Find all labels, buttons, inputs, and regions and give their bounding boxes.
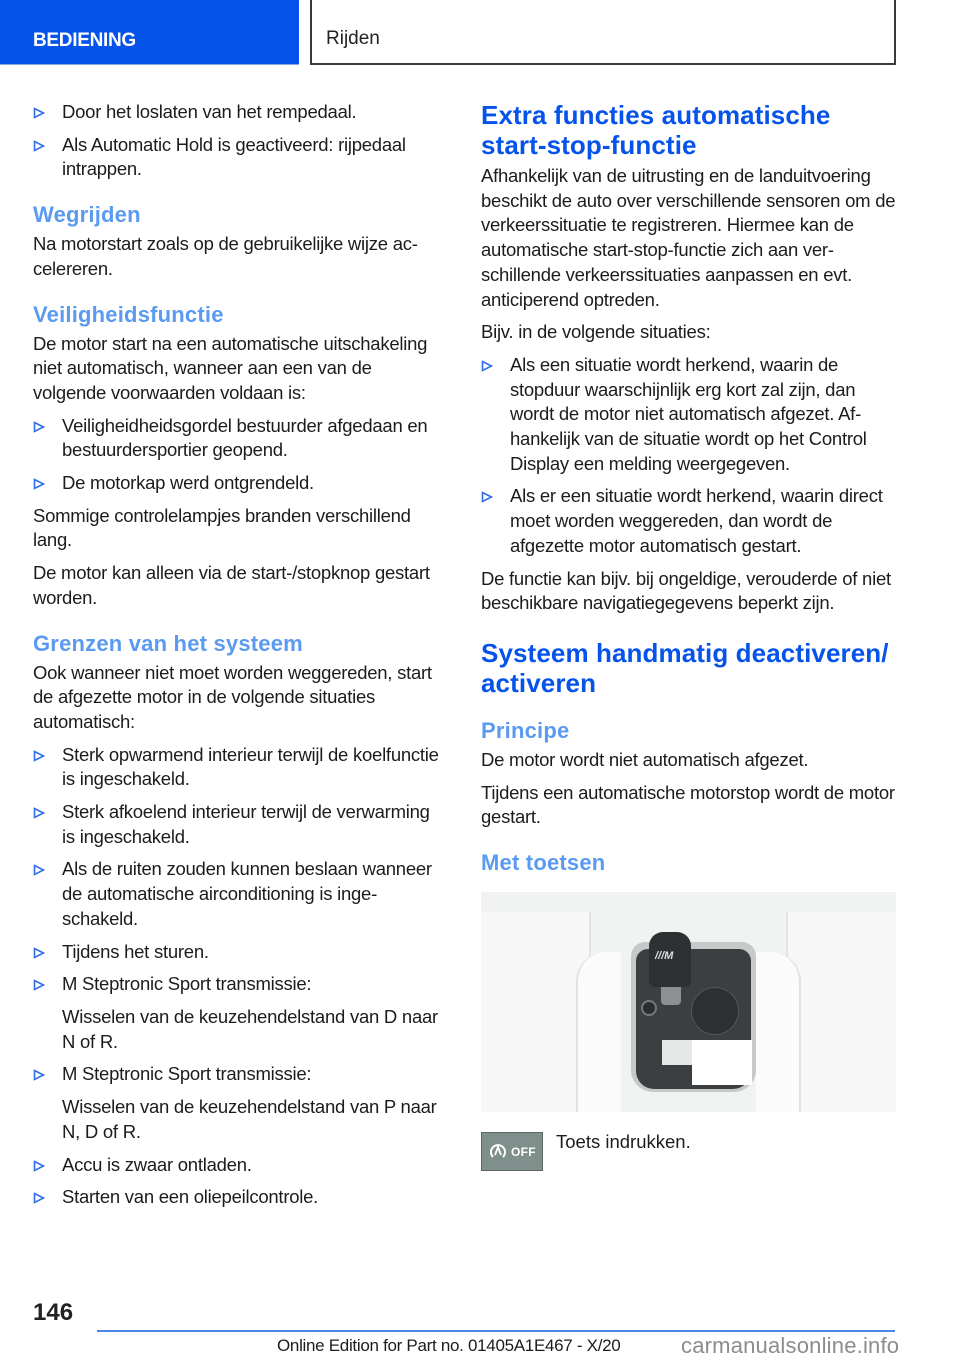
list-item: Tijdens het sturen. xyxy=(33,940,443,965)
triangle-bullet-icon xyxy=(33,107,45,119)
watermark: carmanualsonline.info xyxy=(681,1333,900,1358)
paragraph: Ook wanneer niet moet worden weggereden, start de afgezette motor in de volgende situaties automatisch: xyxy=(33,661,432,732)
auto-start-stop-off-key: OFF xyxy=(481,1132,543,1171)
list-item-detail: Wisselen van de keuzehendelstand van D naar N of R. xyxy=(62,1005,438,1052)
triangle-bullet-icon xyxy=(33,478,45,490)
triangle-bullet-icon xyxy=(33,807,45,819)
list-item: Door het loslaten van het rempedaal. xyxy=(33,100,443,125)
right-seat xyxy=(786,912,896,1112)
paragraph: De functie kan bijv. bij ongeldige, verouderde of niet beschikbare navigatiegegevens beperkt zijn. xyxy=(481,567,891,614)
triangle-bullet-icon xyxy=(33,1160,45,1172)
instruction-text: Toets indrukken. xyxy=(556,1131,691,1153)
start-stop-button xyxy=(641,1000,657,1016)
list-item: De motorkap werd ontgrendeld. xyxy=(33,471,443,496)
veiligheid-bullet-list xyxy=(33,414,443,496)
triangle-bullet-icon xyxy=(33,1069,45,1081)
section-tab xyxy=(0,0,299,65)
list-item: Veiligheidheidsgordel bestuurder afgedaan en bestuurdersportier geopend. xyxy=(33,414,443,463)
triangle-bullet-icon xyxy=(33,1192,45,1204)
left-column xyxy=(33,100,443,1218)
page-number: 146 xyxy=(33,1299,74,1326)
triangle-bullet-icon xyxy=(33,421,45,433)
footer-divider xyxy=(97,1330,895,1332)
list-item: M Steptronic Sport transmissie: Wisselen van de keuzehendelstand van D naar N of R. xyxy=(33,972,443,1054)
intro-bullet-list xyxy=(33,100,443,182)
edition-text: Online Edition for Part no. 01405A1E467 - X/20 xyxy=(277,1336,621,1355)
triangle-bullet-icon xyxy=(33,750,45,762)
instruction-row xyxy=(481,1132,896,1172)
heading-met-toetsen: Met toetsen xyxy=(481,850,606,876)
grenzen-bullet-list xyxy=(33,743,443,1210)
paragraph: Afhankelijk van de uitrusting en de landuitvoering beschikt de auto over verschillende sensoren om de verkeerssituatie te registreren. Hiermee kan de automatische start-stop-functie zich aan verschillende verkeerssituaties aanpassen en evt. anticiperend optreden. xyxy=(481,165,896,310)
list-item: Als Automatic Hold is geactiveerd: rijpedaal intrappen. xyxy=(33,133,443,182)
triangle-bullet-icon xyxy=(481,360,493,372)
heading-principe: Principe xyxy=(481,717,570,743)
list-item: Sterk opwarmend interieur terwijl de koelfunctie is ingeschakeld. xyxy=(33,743,443,792)
paragraph: De motor wordt niet automatisch afgezet. xyxy=(481,748,809,770)
auto-start-stop-icon xyxy=(488,1142,508,1162)
left-seat-bolster xyxy=(576,952,621,1112)
highlight-area xyxy=(662,1040,692,1065)
extra-bullet-list xyxy=(481,353,896,559)
idrive-controller xyxy=(691,987,739,1035)
section-title: BEDIENING xyxy=(33,30,136,51)
triangle-bullet-icon xyxy=(481,491,493,503)
chapter-title: Rijden xyxy=(326,28,380,49)
paragraph: Bijv. in de volgende situaties: xyxy=(481,321,711,343)
heading-grenzen: Grenzen van het systeem xyxy=(33,630,303,656)
right-column xyxy=(481,100,896,1172)
paragraph: De motor kan alleen via de start-/stopknop gestart worden. xyxy=(33,562,430,608)
left-seat xyxy=(481,912,591,1112)
heading-veiligheidsfunctie: Veiligheidsfunctie xyxy=(33,301,224,327)
list-item: M Steptronic Sport transmissie: Wisselen van de keuzehendelstand van P naar N, D of R. xyxy=(33,1062,443,1144)
paragraph: De motor start na een automatische uitschakeling niet automatisch, wanneer aan een van de volgende voorwaarden voldaan is: xyxy=(33,332,428,403)
right-seat-bolster xyxy=(756,952,801,1112)
heading-systeem-deactiveren: Systeem handmatig deactiveren/ activeren xyxy=(481,637,889,698)
paragraph: Sommige controlelampjes branden verschillend lang. xyxy=(33,504,411,551)
list-item-detail: Wisselen van de keuzehendelstand van P naar N, D of R. xyxy=(62,1096,437,1142)
list-item: Sterk afkoelend interieur terwijl de verwarming is ingeschakeld. xyxy=(33,800,443,849)
center-console-image xyxy=(481,892,896,1112)
highlight-area xyxy=(692,1040,752,1085)
list-item: Als een situatie wordt herkend, waarin de stopduur waarschijnlijk erg kort zal zijn, dan wordt de motor niet automatisch afgezet. Afhankelijk van de situatie wordt op het Control Display een melding weergegeven. xyxy=(481,353,896,477)
m-logo: ///M xyxy=(655,950,674,963)
list-item: Als er een situatie wordt herkend, waarin direct moet worden weggereden, dan wordt de afgezette motor automatisch gestart. xyxy=(481,484,896,558)
paragraph: Na motorstart zoals op de gebruikelijke wijze accelereren. xyxy=(33,233,418,279)
list-item: Starten van een oliepeilcontrole. xyxy=(33,1185,443,1210)
list-item: Als de ruiten zouden kunnen beslaan wanneer de automatische airconditioning is ingeschakeld. xyxy=(33,857,443,931)
chapter-box xyxy=(310,0,896,65)
triangle-bullet-icon xyxy=(33,864,45,876)
paragraph: Tijdens een automatische motorstop wordt de motor gestart. xyxy=(481,781,895,828)
heading-wegrijden: Wegrijden xyxy=(33,202,141,228)
triangle-bullet-icon xyxy=(33,140,45,152)
heading-extra-functies: Extra functies automatische start-stop-functie xyxy=(481,100,831,160)
list-item: Accu is zwaar ontladen. xyxy=(33,1153,443,1178)
triangle-bullet-icon xyxy=(33,947,45,959)
triangle-bullet-icon xyxy=(33,979,45,991)
